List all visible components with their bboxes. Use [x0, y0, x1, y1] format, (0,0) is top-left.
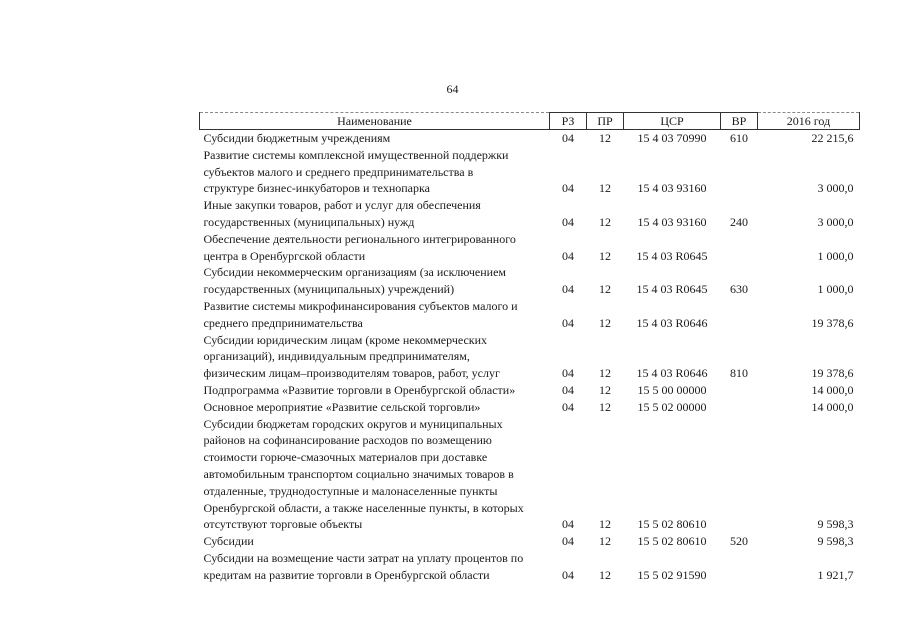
row-name-line: кредитам на развитие торговли в Оренбургской области: [203, 567, 490, 582]
row-amount: 9 598,3: [817, 534, 854, 549]
row-name-line: Субсидии на возмещение части затрат на уплату процентов по: [203, 550, 524, 565]
row-csr: 15 4 03 R0645: [636, 248, 708, 263]
row-name: [200, 399, 550, 416]
row-vr: [721, 147, 758, 197]
row-pr: 12: [599, 282, 611, 297]
table-row: [200, 399, 860, 416]
row-amount: 3 000,0: [817, 181, 854, 196]
budget-table: [199, 112, 860, 584]
table-row: [200, 147, 860, 197]
table-row: [200, 130, 860, 147]
header-rz: РЗ: [550, 113, 587, 130]
table-row: [200, 197, 860, 231]
row-amount: 14 000,0: [811, 399, 854, 414]
row-name: [200, 231, 550, 265]
row-name-line: Оренбургской области, а также населенные пункты, в которых: [203, 500, 524, 515]
row-amount: 14 000,0: [811, 382, 854, 397]
row-vr: 610: [730, 131, 748, 145]
row-name-line: среднего предпринимательства: [203, 315, 363, 330]
row-rz: 04: [562, 248, 574, 263]
row-pr: 12: [599, 399, 611, 414]
row-name-line: Субсидии бюджетным учреждениям: [203, 131, 391, 145]
row-amount: 22 215,6: [811, 131, 854, 145]
row-rz: 04: [562, 517, 574, 532]
row-pr: 12: [599, 214, 611, 229]
table-row: [200, 550, 860, 584]
row-pr: 12: [599, 517, 611, 532]
row-csr: 15 4 03 R0645: [636, 282, 708, 297]
row-name-line: Подпрограмма «Развитие торговли в Оренбургской области»: [203, 382, 516, 397]
table-row: [200, 264, 860, 298]
row-vr: 810: [730, 366, 748, 381]
row-name-line: отсутствуют торговые объекты: [203, 517, 363, 532]
row-name-line: отдаленные, труднодоступные и малонаселенные пункты: [203, 483, 498, 498]
row-rz: 04: [562, 131, 574, 145]
row-amount: 19 378,6: [811, 366, 854, 381]
row-csr: 15 4 03 R0646: [636, 315, 708, 330]
table-header: [200, 113, 860, 130]
row-name-line: Иные закупки товаров, работ и услуг для обеспечения: [203, 198, 481, 213]
row-name-line: Обеспечение деятельности регионального интегрированного: [203, 231, 516, 246]
row-csr: 15 4 03 R0646: [636, 366, 708, 381]
row-rz: 04: [562, 534, 574, 549]
row-amount: 9 598,3: [817, 517, 854, 532]
row-rz: 04: [562, 366, 574, 381]
row-name-line: Развитие системы комплексной имущественной поддержки: [203, 147, 509, 162]
row-vr: 630: [730, 282, 748, 297]
row-name-line: Субсидии бюджетам городских округов и муниципальных: [203, 416, 503, 431]
row-csr: 15 5 00 00000: [637, 382, 707, 397]
row-rz: 04: [562, 282, 574, 297]
row-name-line: Субсидии: [203, 534, 254, 549]
table-row: [200, 332, 860, 382]
row-rz: 04: [562, 567, 574, 582]
table-row: [200, 298, 860, 332]
page-number: 64: [446, 82, 459, 96]
row-pr: 12: [599, 382, 611, 397]
row-vr: [721, 550, 758, 584]
row-pr: 12: [599, 181, 611, 196]
row-name: [200, 147, 550, 197]
row-vr: [721, 382, 758, 399]
row-name: [200, 382, 550, 399]
row-amount: 1 921,7: [817, 567, 854, 582]
row-rz: 04: [562, 399, 574, 414]
row-vr: [721, 298, 758, 332]
row-name-line: Субсидии юридическим лицам (кроме некоммерческих: [203, 332, 488, 347]
row-name: [200, 416, 550, 534]
row-rz: 04: [562, 181, 574, 196]
header-year: 2016 год: [758, 113, 860, 130]
row-rz: 04: [562, 315, 574, 330]
row-csr: 15 5 02 91590: [637, 567, 707, 582]
row-pr: 12: [599, 366, 611, 381]
row-pr: 12: [599, 315, 611, 330]
row-pr: 12: [599, 534, 611, 549]
row-name: [200, 264, 550, 298]
header-pr: ПР: [587, 113, 624, 130]
row-name-line: Субсидии некоммерческим организациям (за исключением: [203, 265, 507, 280]
row-name-line: государственных (муниципальных) нужд: [203, 214, 415, 229]
row-name-line: автомобильным транспортом социально значимых товаров в: [203, 466, 514, 481]
header-vr: ВР: [721, 113, 758, 130]
row-amount: 3 000,0: [817, 214, 854, 229]
row-pr: 12: [599, 567, 611, 582]
row-name-line: районов на софинансирование расходов по возмещению: [203, 433, 492, 448]
row-name: [200, 550, 550, 584]
row-name: [200, 197, 550, 231]
row-name: [200, 298, 550, 332]
table-row: [200, 231, 860, 265]
table-row: [200, 533, 860, 550]
row-name: [200, 332, 550, 382]
row-csr: 15 4 03 70990: [637, 131, 707, 145]
row-name-line: стоимости горюче-смазочных материалов при доставке: [203, 450, 488, 465]
row-pr: 12: [599, 131, 611, 145]
row-pr: 12: [599, 248, 611, 263]
row-csr: 15 4 03 93160: [637, 181, 707, 196]
table-body: [200, 130, 860, 584]
row-csr: 15 5 02 80610: [637, 517, 707, 532]
row-vr: 240: [730, 214, 748, 229]
row-amount: 19 378,6: [811, 315, 854, 330]
row-rz: 04: [562, 214, 574, 229]
header-csr: ЦСР: [624, 113, 721, 130]
row-rz: 04: [562, 382, 574, 397]
row-csr: 15 5 02 00000: [637, 399, 707, 414]
row-name: [200, 533, 550, 550]
row-vr: [721, 416, 758, 534]
table-row: [200, 416, 860, 534]
row-vr: 520: [730, 534, 748, 549]
row-name: [200, 130, 550, 147]
row-csr: 15 4 03 93160: [637, 214, 707, 229]
row-name-line: субъектов малого и среднего предпринимательства в: [203, 164, 474, 179]
row-name-line: государственных (муниципальных) учреждений): [203, 282, 455, 297]
row-name-line: физическим лицам–производителям товаров, работ, услуг: [203, 366, 500, 381]
row-csr: 15 5 02 80610: [637, 534, 707, 549]
header-name: Наименование: [200, 113, 550, 130]
row-name-line: центра в Оренбургской области: [203, 248, 366, 263]
row-vr: [721, 399, 758, 416]
row-vr: [721, 231, 758, 265]
table-row: [200, 382, 860, 399]
row-name-line: структуре бизнес-инкубаторов и технопарка: [203, 181, 430, 196]
row-amount: 1 000,0: [817, 282, 854, 297]
row-name-line: Развитие системы микрофинансирования субъектов малого и: [203, 298, 518, 313]
row-name-line: Основное мероприятие «Развитие сельской торговли»: [203, 399, 481, 414]
row-amount: 1 000,0: [817, 248, 854, 263]
row-name-line: организаций), индивидуальным предпринимателям,: [203, 349, 470, 364]
